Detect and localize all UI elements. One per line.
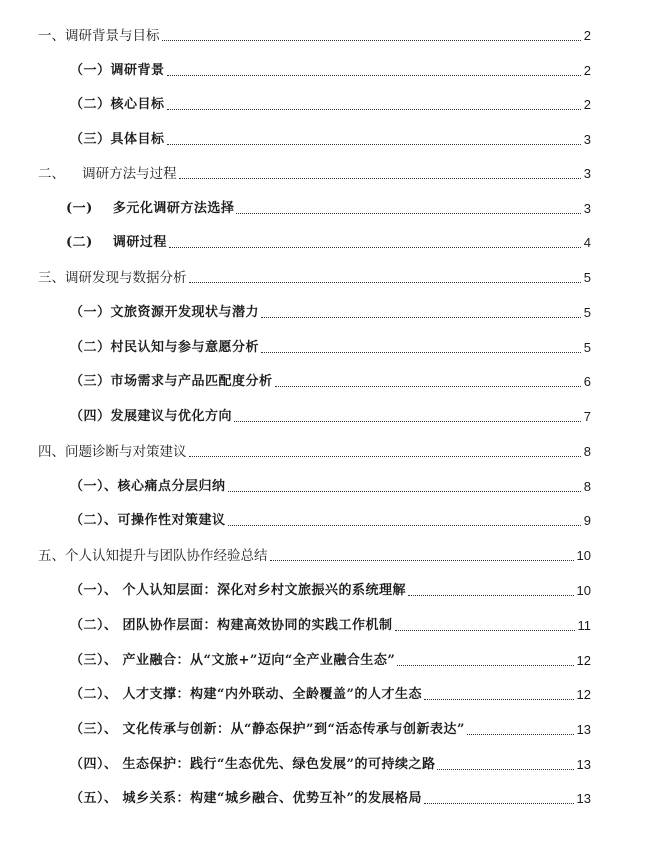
toc-entry-page: 3 xyxy=(583,132,591,147)
toc-entry-title: （四）、 生态保护：践行“生态优先、绿色发展”的可持续之路 xyxy=(70,757,436,772)
toc-entry-page: 4 xyxy=(583,235,591,250)
toc-entry-title: （四）发展建议与优化方向 xyxy=(70,409,233,424)
toc-entry-page: 7 xyxy=(583,409,591,424)
toc-entry-title: （二）、 人才支撑：构建“内外联动、全龄覆盖”的人才生态 xyxy=(70,687,422,702)
dot-leader xyxy=(408,595,574,596)
dot-leader xyxy=(275,386,581,387)
toc-entry[interactable] xyxy=(70,787,591,809)
toc-entry-title: (二) 调研过程 xyxy=(66,235,167,250)
toc-entry-title: （三）、 文化传承与创新：从“静态保护”到“活态传承与创新表达” xyxy=(70,722,465,737)
toc-entry[interactable] xyxy=(70,93,591,115)
dot-leader xyxy=(437,769,573,770)
toc-entry-page: 10 xyxy=(576,548,591,563)
toc-entry-page: 13 xyxy=(576,722,591,737)
toc-entry[interactable] xyxy=(70,128,591,150)
toc-entry[interactable] xyxy=(38,24,591,46)
toc-entry-page: 12 xyxy=(576,653,591,668)
dot-leader xyxy=(397,665,573,666)
toc-entry-title: （三）具体目标 xyxy=(70,132,165,147)
dot-leader xyxy=(167,109,581,110)
toc-entry-title: 二、 调研方法与过程 xyxy=(38,166,177,182)
toc-entry[interactable] xyxy=(66,231,591,253)
toc-entry-title: （一）、核心痛点分层归纳 xyxy=(70,479,226,494)
dot-leader xyxy=(467,734,574,735)
toc-entry-title: （一）、 个人认知层面：深化对乡村文旅振兴的系统理解 xyxy=(70,583,407,598)
toc-entry-title: （一）调研背景 xyxy=(70,63,165,78)
toc-entry-page: 5 xyxy=(583,305,591,320)
toc-entry-title: （二）核心目标 xyxy=(70,97,165,112)
toc-entry[interactable] xyxy=(70,753,591,775)
dot-leader xyxy=(234,421,581,422)
dot-leader xyxy=(189,456,581,457)
toc-entry-title: （五）、 城乡关系：构建“城乡融合、优势互补”的发展格局 xyxy=(70,791,422,806)
dot-leader xyxy=(167,144,581,145)
dot-leader xyxy=(169,247,581,248)
toc-entry-page: 2 xyxy=(583,28,591,43)
toc-entry-page: 6 xyxy=(583,374,591,389)
dot-leader xyxy=(162,40,581,41)
toc-entry[interactable] xyxy=(38,266,591,288)
toc-entry-title: （二）村民认知与参与意愿分析 xyxy=(70,340,260,355)
toc-entry[interactable] xyxy=(70,614,591,636)
toc-entry-title: （一）文旅资源开发现状与潜力 xyxy=(70,305,260,320)
toc-entry-page: 13 xyxy=(576,791,591,806)
toc-entry-page: 3 xyxy=(583,201,591,216)
toc-entry[interactable] xyxy=(70,509,591,531)
toc-entry-page: 13 xyxy=(576,757,591,772)
dot-leader xyxy=(179,178,581,179)
toc-entry[interactable] xyxy=(70,336,591,358)
toc-entry[interactable] xyxy=(70,649,591,671)
toc-entry[interactable] xyxy=(70,405,591,427)
toc-entry[interactable] xyxy=(70,370,591,392)
toc-entry-title: （三）市场需求与产品匹配度分析 xyxy=(70,374,273,389)
toc-entry-page: 11 xyxy=(577,618,591,633)
dot-leader xyxy=(167,75,581,76)
toc-entry-page: 12 xyxy=(576,687,591,702)
dot-leader xyxy=(189,282,581,283)
dot-leader xyxy=(261,352,581,353)
toc-entry-title: 一、调研背景与目标 xyxy=(38,28,160,44)
toc-entry[interactable] xyxy=(38,162,591,184)
toc-entry-page: 5 xyxy=(583,340,591,355)
dot-leader xyxy=(270,560,574,561)
toc-entry-page: 10 xyxy=(576,583,591,598)
toc-entry-title: （三）、 产业融合：从“文旅+”迈向“全产业融合生态” xyxy=(70,653,396,668)
toc-entry[interactable] xyxy=(70,683,591,705)
toc-entry-page: 2 xyxy=(583,63,591,78)
toc-entry[interactable] xyxy=(70,475,591,497)
toc-entry[interactable] xyxy=(70,718,591,740)
toc-entry-page: 2 xyxy=(583,97,591,112)
dot-leader xyxy=(228,525,581,526)
toc-entry-page: 9 xyxy=(583,513,591,528)
dot-leader xyxy=(424,803,574,804)
toc-entry-title: （二）、可操作性对策建议 xyxy=(70,513,226,528)
toc-entry-page: 8 xyxy=(583,444,591,459)
dot-leader xyxy=(395,630,575,631)
toc-entry[interactable] xyxy=(70,59,591,81)
toc-entry[interactable] xyxy=(66,197,591,219)
toc-entry-page: 3 xyxy=(583,166,591,181)
toc-entry-title: 四、问题诊断与对策建议 xyxy=(38,444,187,460)
toc-entry-title: 五、个人认知提升与团队协作经验总结 xyxy=(38,548,268,564)
toc-entry-page: 5 xyxy=(583,270,591,285)
toc-entry[interactable] xyxy=(70,579,591,601)
toc-entry[interactable] xyxy=(70,301,591,323)
dot-leader xyxy=(424,699,574,700)
toc-entry[interactable] xyxy=(38,544,591,566)
dot-leader xyxy=(228,491,581,492)
toc-entry-title: (一) 多元化调研方法选择 xyxy=(66,201,235,216)
dot-leader xyxy=(261,317,581,318)
dot-leader xyxy=(236,213,580,214)
toc-entry-page: 8 xyxy=(583,479,591,494)
toc-entry-title: 三、调研发现与数据分析 xyxy=(38,270,187,286)
toc-entry[interactable] xyxy=(38,440,591,462)
toc-entry-title: （二）、 团队协作层面：构建高效协同的实践工作机制 xyxy=(70,618,393,633)
